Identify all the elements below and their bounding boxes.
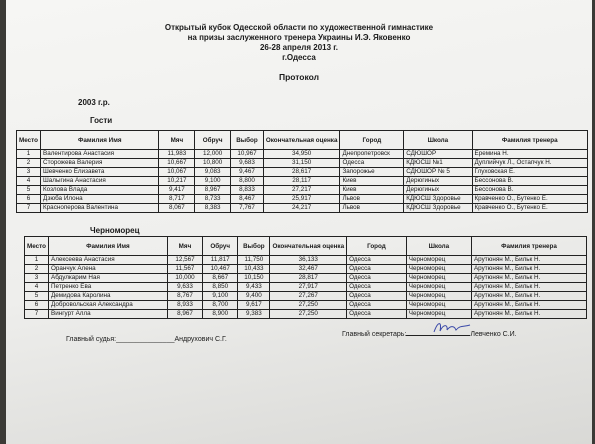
table-cell: 9,467: [231, 168, 264, 177]
table-cell: 25,917: [263, 195, 340, 204]
table-cell: 10,000: [167, 274, 202, 283]
table-cell: Киев: [340, 186, 404, 195]
table-cell: Дуплийчук Л., Остапчук Н.: [472, 159, 587, 168]
protocol-sheet: [6, 0, 592, 444]
chief-judge-signature: Главный судья:_______________Андрухович С.Г.: [66, 336, 227, 343]
table-cell: 8,933: [167, 301, 202, 310]
table-cell: Кравченко О., Бутенко Е.: [472, 204, 587, 213]
table-row: [17, 159, 588, 168]
table-cell: Черноморец: [406, 256, 471, 265]
table-cell: 10,150: [238, 274, 270, 283]
table-cell: Черноморец: [406, 265, 471, 274]
column-header: Фамилия Имя: [49, 237, 168, 256]
table-cell: 9,633: [167, 283, 202, 292]
table-cell: Арутюнян М., Бильк Н.: [471, 265, 586, 274]
table-cell: 9,383: [238, 310, 270, 319]
table-cell: 3: [25, 274, 49, 283]
table-row: [25, 301, 587, 310]
table-cell: КДЮСШ Здоровье: [404, 195, 472, 204]
column-header: Место: [25, 237, 49, 256]
table-cell: Шалыгина Анастасия: [41, 177, 159, 186]
table-cell: Валентирова Анастасия: [41, 150, 159, 159]
table-cell: Одесса: [347, 301, 407, 310]
table-cell: 4: [25, 283, 49, 292]
table-cell: Одесса: [347, 310, 407, 319]
table-cell: 4: [17, 177, 41, 186]
table-cell: 9,417: [159, 186, 195, 195]
column-header: Фамилия тренера: [472, 131, 587, 150]
table-cell: Оранчук Алена: [49, 265, 168, 274]
table-cell: 6: [17, 195, 41, 204]
table-cell: Демидова Каролина: [49, 292, 168, 301]
table-cell: 8,967: [167, 310, 202, 319]
table-cell: 24,217: [263, 204, 340, 213]
column-header: Место: [17, 131, 41, 150]
table-cell: 9,400: [238, 292, 270, 301]
table-cell: Алексеева Анастасия: [49, 256, 168, 265]
table-cell: 10,967: [231, 150, 264, 159]
table-cell: Черноморец: [406, 292, 471, 301]
table-cell: 27,217: [263, 186, 340, 195]
table-cell: 2: [17, 159, 41, 168]
table-row: [17, 195, 588, 204]
table-cell: 9,083: [195, 168, 231, 177]
table-cell: КДЮСШ №1: [404, 159, 472, 168]
table-cell: СДЮШОР: [404, 150, 472, 159]
table-cell: 8,717: [159, 195, 195, 204]
column-header: Мяч: [167, 237, 202, 256]
table-row: [25, 310, 587, 319]
table-cell: 12,567: [167, 256, 202, 265]
table-cell: СДЮШОР № 5: [404, 168, 472, 177]
table-cell: Бессонова В.: [472, 186, 587, 195]
column-header: Обруч: [195, 131, 231, 150]
secretary-name: Левченко С.И.: [470, 331, 517, 338]
table-cell: Глуховская Е.: [472, 168, 587, 177]
table-cell: Бессонова В.: [472, 177, 587, 186]
table-cell: Дзюба Илона: [41, 195, 159, 204]
table-cell: 9,617: [238, 301, 270, 310]
event-city: г.Одесса: [282, 53, 316, 62]
table-cell: 36,133: [270, 256, 347, 265]
group-title-guests: Гости: [90, 116, 113, 125]
table-cell: 8,800: [231, 177, 264, 186]
column-header: Фамилия Имя: [41, 131, 159, 150]
table-cell: Одесса: [347, 265, 407, 274]
table-cell: 10,433: [238, 265, 270, 274]
table-row: [17, 168, 588, 177]
table-cell: 8,833: [231, 186, 264, 195]
table-cell: Арутюнян М., Бильк Н.: [471, 301, 586, 310]
table-cell: Дерюгиных: [404, 186, 472, 195]
group-title-chornomorets: Черноморец: [90, 226, 140, 235]
column-header: Школа: [404, 131, 472, 150]
table-cell: Львов: [340, 204, 404, 213]
table-cell: 12,000: [195, 150, 231, 159]
table-cell: КДЮСШ Здоровье: [404, 204, 472, 213]
table-cell: Петренко Ева: [49, 283, 168, 292]
column-header: Школа: [406, 237, 471, 256]
year-label: 2003 г.р.: [78, 98, 110, 107]
table-row: [17, 177, 588, 186]
table-cell: 28,817: [270, 274, 347, 283]
column-header: Выбор: [231, 131, 264, 150]
table-row: [17, 186, 588, 195]
table-header-row: [17, 131, 588, 150]
table-cell: 1: [17, 150, 41, 159]
column-header: Мяч: [159, 131, 195, 150]
table-cell: 27,917: [270, 283, 347, 292]
table-cell: 34,950: [263, 150, 340, 159]
table-cell: 9,683: [231, 159, 264, 168]
table-cell: Козлова Влада: [41, 186, 159, 195]
table-cell: 3: [17, 168, 41, 177]
table-row: [25, 283, 587, 292]
table-cell: Одесса: [347, 274, 407, 283]
table-cell: 10,067: [159, 168, 195, 177]
table-cell: Абдулкарим Ная: [49, 274, 168, 283]
table-cell: Черноморец: [406, 283, 471, 292]
table-cell: Львов: [340, 195, 404, 204]
table-cell: 28,617: [263, 168, 340, 177]
table-cell: 8,900: [203, 310, 238, 319]
table-cell: 10,800: [195, 159, 231, 168]
table-cell: 11,817: [203, 256, 238, 265]
table-cell: 8,067: [159, 204, 195, 213]
table-cell: 10,467: [203, 265, 238, 274]
table-cell: 11,567: [167, 265, 202, 274]
event-title: Открытый кубок Одесской области по художественной гимнастике: [164, 23, 434, 32]
table-cell: Арутюнян М., Бильк Н.: [471, 292, 586, 301]
column-header: Город: [340, 131, 404, 150]
column-header: Обруч: [203, 237, 238, 256]
table-cell: 8,733: [195, 195, 231, 204]
table-cell: 8,767: [167, 292, 202, 301]
column-header: Фамилия тренера: [471, 237, 586, 256]
table-cell: 32,467: [270, 265, 347, 274]
column-header: Окончательная оценка: [263, 131, 340, 150]
table-row: [17, 150, 588, 159]
table-cell: 8,467: [231, 195, 264, 204]
table-cell: Добровольская Александра: [49, 301, 168, 310]
table-cell: 8,383: [195, 204, 231, 213]
table-cell: 10,217: [159, 177, 195, 186]
table-cell: 11,983: [159, 150, 195, 159]
table-header-row: [25, 237, 587, 256]
event-dates: 26-28 апреля 2013 г.: [259, 43, 339, 52]
table-cell: 5: [17, 186, 41, 195]
table-row: [25, 274, 587, 283]
table-cell: Арутюнян М., Бильк Н.: [471, 274, 586, 283]
table-cell: 8,967: [195, 186, 231, 195]
column-header: Город: [347, 237, 407, 256]
table-cell: 7: [25, 310, 49, 319]
table-cell: Черноморец: [406, 274, 471, 283]
table-cell: 31,150: [263, 159, 340, 168]
handwritten-signature-icon: [430, 319, 474, 337]
table-cell: Арутюнян М., Бильк Н.: [471, 310, 586, 319]
table-cell: 6: [25, 301, 49, 310]
table-cell: 8,700: [203, 301, 238, 310]
table-cell: 7,767: [231, 204, 264, 213]
table-cell: 11,750: [238, 256, 270, 265]
event-subtitle: на призы заслуженного тренера Украины И.Э. Яковенко: [187, 33, 411, 42]
table-cell: 7: [17, 204, 41, 213]
table-cell: Шевченко Елизавета: [41, 168, 159, 177]
table-cell: 9,433: [238, 283, 270, 292]
table-row: [25, 292, 587, 301]
table-cell: Красноперова Валентина: [41, 204, 159, 213]
table-cell: Одесса: [347, 292, 407, 301]
table-cell: 27,250: [270, 310, 347, 319]
table-cell: Черноморец: [406, 310, 471, 319]
column-header: Выбор: [238, 237, 270, 256]
table-cell: 5: [25, 292, 49, 301]
table-cell: 10,667: [159, 159, 195, 168]
table-cell: Арутюнян М., Бильк Н.: [471, 256, 586, 265]
table-cell: Киев: [340, 177, 404, 186]
table-cell: Арутюнян М., Бильк Н.: [471, 283, 586, 292]
table-cell: Одесса: [340, 159, 404, 168]
table-cell: Сторожева Валерия: [41, 159, 159, 168]
secretary-title: Главный секретарь:: [342, 331, 407, 338]
table-cell: Одесса: [347, 283, 407, 292]
table-cell: 8,850: [203, 283, 238, 292]
table-cell: 27,267: [270, 292, 347, 301]
table-cell: 2: [25, 265, 49, 274]
table-cell: 9,100: [203, 292, 238, 301]
table-cell: Дерюгиных: [404, 177, 472, 186]
table-cell: 9,100: [195, 177, 231, 186]
table-cell: Черноморец: [406, 301, 471, 310]
table-cell: Одесса: [347, 256, 407, 265]
table-cell: Кравченко О., Бутенко Е.: [472, 195, 587, 204]
table-cell: Вингурт Алла: [49, 310, 168, 319]
column-header: Окончательная оценка: [270, 237, 347, 256]
table-cell: 28,117: [263, 177, 340, 186]
table-row: [17, 204, 588, 213]
protocol-heading: Протокол: [278, 72, 320, 82]
table-row: [25, 265, 587, 274]
table-cell: Днепропетровск: [340, 150, 404, 159]
results-table-guests: [16, 130, 588, 213]
table-cell: Запорожье: [340, 168, 404, 177]
table-cell: 1: [25, 256, 49, 265]
table-row: [25, 256, 587, 265]
table-cell: 8,667: [203, 274, 238, 283]
table-cell: Еремина Н.: [472, 150, 587, 159]
results-table-chornomorets: [24, 236, 587, 319]
table-cell: 27,250: [270, 301, 347, 310]
